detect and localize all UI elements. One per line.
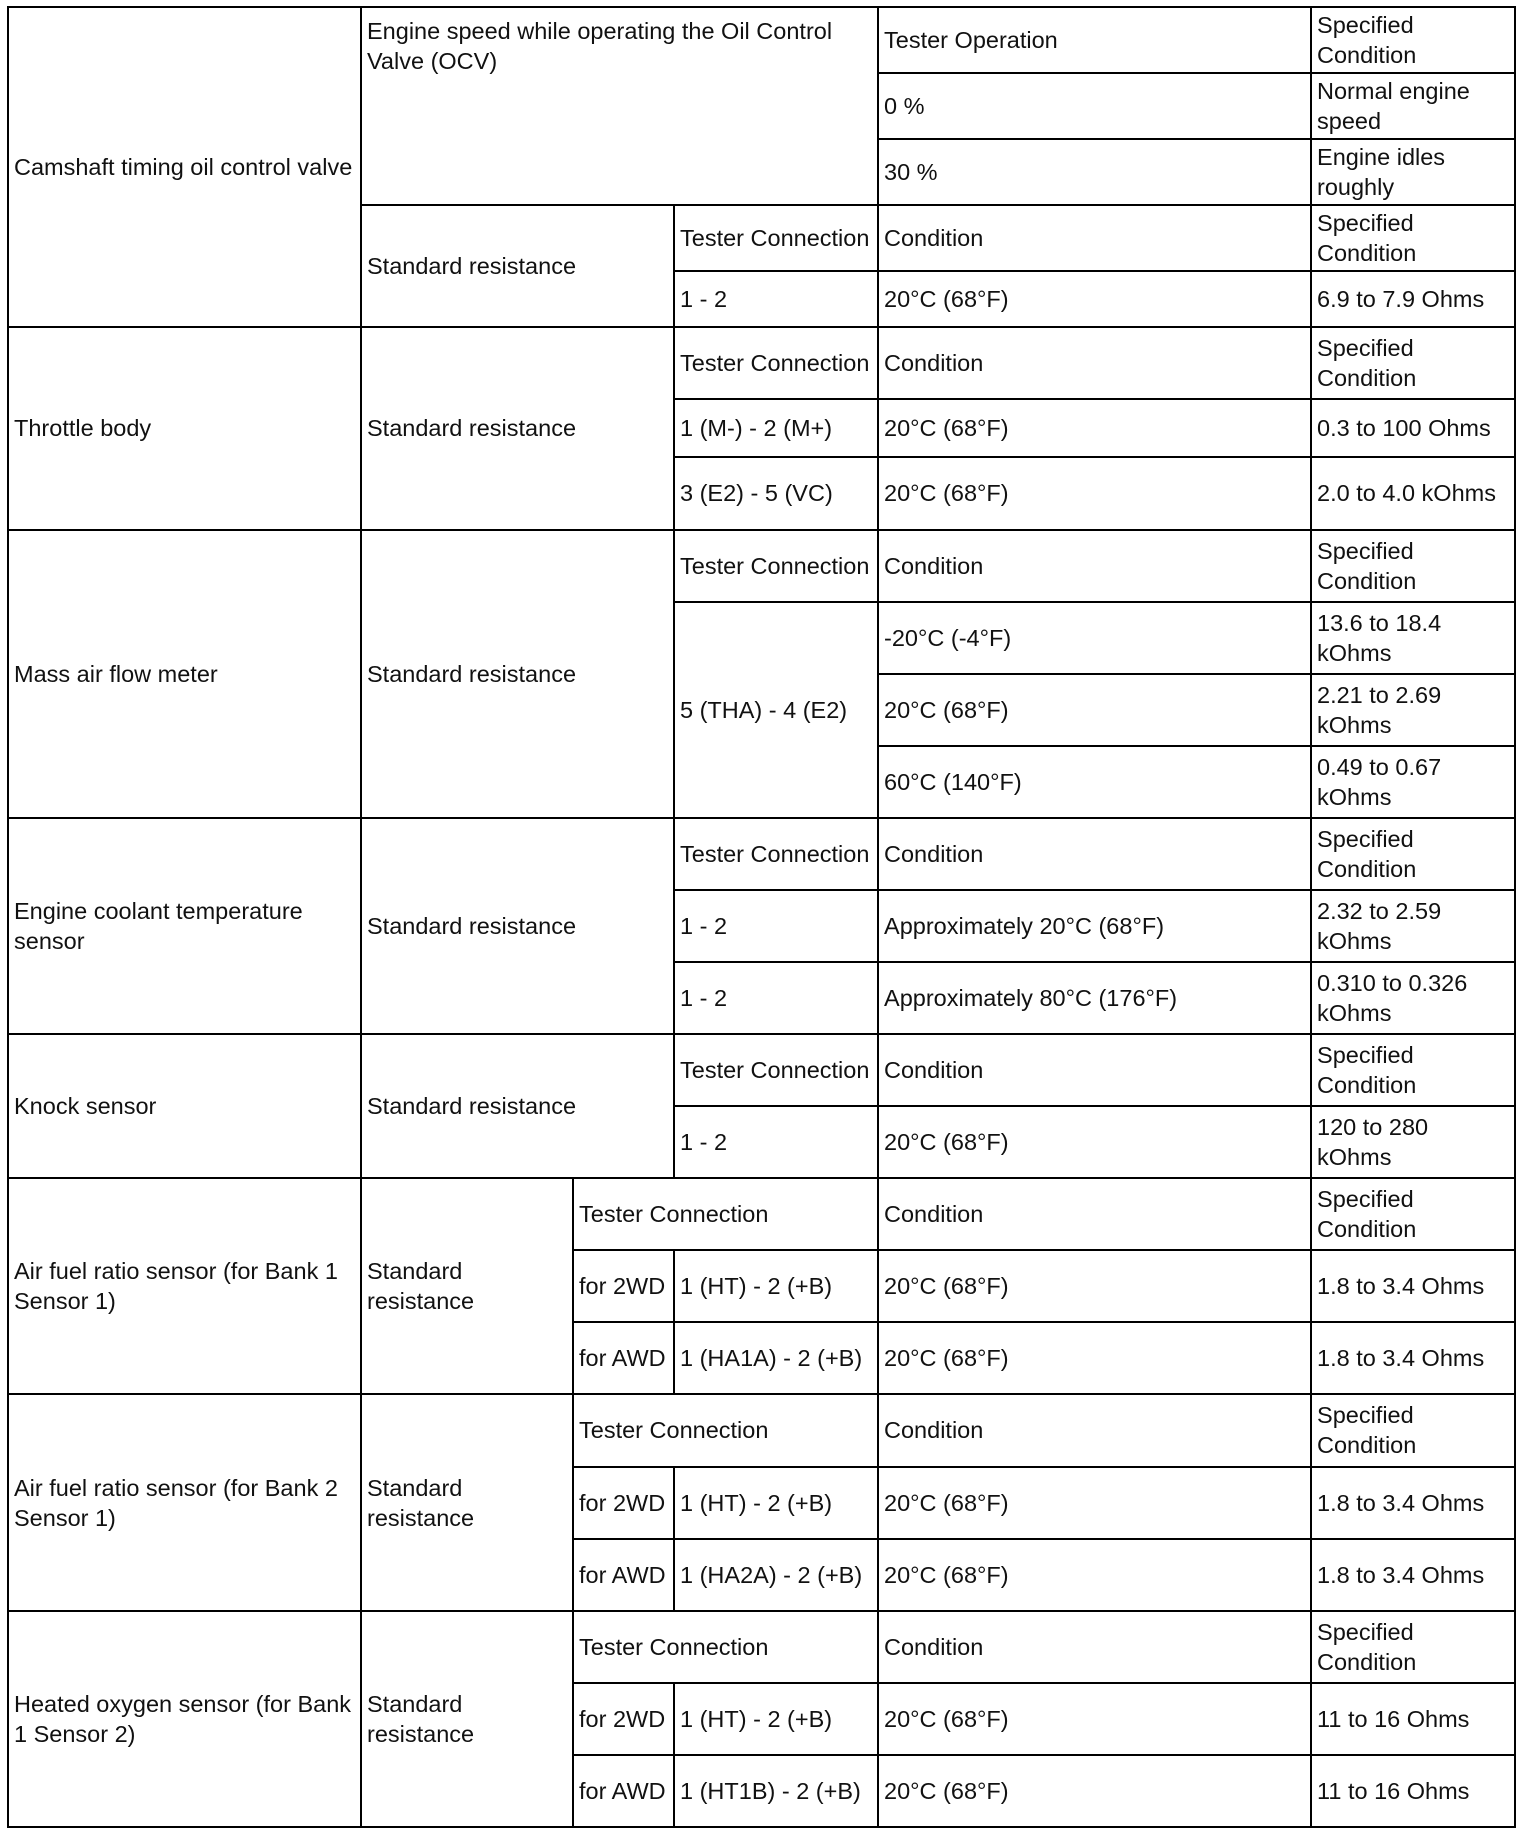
value-cell: 0.49 to 0.67 kOhms (1311, 746, 1515, 818)
value-cell: 11 to 16 Ohms (1311, 1755, 1515, 1827)
value-cell: 20°C (68°F) (878, 1467, 1311, 1539)
component-cell: Camshaft timing oil control valve (8, 7, 361, 327)
drive-cell: for AWD (573, 1539, 674, 1611)
test-type-cell: Standard resistance (361, 327, 674, 529)
header-cell: Condition (878, 327, 1311, 399)
value-cell: 20°C (68°F) (878, 1106, 1311, 1178)
value-cell: 20°C (68°F) (878, 271, 1311, 327)
header-cell: Condition (878, 1611, 1311, 1683)
table-row (8, 1178, 1515, 1250)
value-cell: 1 - 2 (674, 271, 878, 327)
drive-cell: for AWD (573, 1755, 674, 1827)
value-cell: -20°C (-4°F) (878, 602, 1311, 674)
value-cell: 1.8 to 3.4 Ohms (1311, 1250, 1515, 1322)
value-cell: 20°C (68°F) (878, 1539, 1311, 1611)
header-cell: Specified Condition (1311, 327, 1515, 399)
value-cell: 2.32 to 2.59 kOhms (1311, 890, 1515, 962)
header-cell: Specified Condition (1311, 1034, 1515, 1106)
header-cell: Tester Connection (674, 1034, 878, 1106)
value-cell: 20°C (68°F) (878, 1755, 1311, 1827)
value-cell: 20°C (68°F) (878, 674, 1311, 746)
component-cell: Air fuel ratio sensor (for Bank 1 Sensor 1) (8, 1178, 361, 1394)
value-cell: 11 to 16 Ohms (1311, 1683, 1515, 1755)
drive-cell: for 2WD (573, 1250, 674, 1322)
header-cell: Condition (878, 1034, 1311, 1106)
value-cell: 13.6 to 18.4 kOhms (1311, 602, 1515, 674)
table-row (8, 327, 1515, 399)
test-type-cell: Standard resistance (361, 818, 674, 1034)
header-cell: Condition (878, 1178, 1311, 1250)
header-cell: Condition (878, 205, 1311, 271)
component-cell: Air fuel ratio sensor (for Bank 2 Sensor 1) (8, 1394, 361, 1610)
value-cell: 1 - 2 (674, 890, 878, 962)
header-cell: Specified Condition (1311, 205, 1515, 271)
value-cell: 1.8 to 3.4 Ohms (1311, 1322, 1515, 1394)
header-cell: Specified Condition (1311, 1611, 1515, 1683)
header-cell: Specified Condition (1311, 530, 1515, 602)
table-row (8, 1394, 1515, 1466)
header-cell: Condition (878, 1394, 1311, 1466)
drive-cell: for AWD (573, 1322, 674, 1394)
value-cell: 20°C (68°F) (878, 457, 1311, 529)
drive-cell: for 2WD (573, 1467, 674, 1539)
table-row (8, 530, 1515, 602)
component-cell: Engine coolant temperature sensor (8, 818, 361, 1034)
value-cell: 1 (HT) - 2 (+B) (674, 1683, 878, 1755)
value-cell: 1 (HT1B) - 2 (+B) (674, 1755, 878, 1827)
test-type-cell: Standard resistance (361, 1178, 573, 1394)
value-cell: 0 % (878, 73, 1311, 139)
value-cell: 1 (HA2A) - 2 (+B) (674, 1539, 878, 1611)
value-cell: 1 - 2 (674, 1106, 878, 1178)
sensor-spec-table (7, 6, 1516, 1828)
value-cell: 20°C (68°F) (878, 1250, 1311, 1322)
value-cell: Engine idles roughly (1311, 139, 1515, 205)
value-cell: 20°C (68°F) (878, 399, 1311, 457)
header-cell: Tester Connection (573, 1394, 878, 1466)
value-cell: 1 (HT) - 2 (+B) (674, 1250, 878, 1322)
value-cell: 1 (HT) - 2 (+B) (674, 1467, 878, 1539)
header-cell: Specified Condition (1311, 1394, 1515, 1466)
table-row (8, 7, 1515, 73)
value-cell: 1.8 to 3.4 Ohms (1311, 1539, 1515, 1611)
table-row (8, 1611, 1515, 1683)
drive-cell: for 2WD (573, 1683, 674, 1755)
header-cell: Specified Condition (1311, 818, 1515, 890)
test-type-cell: Standard resistance (361, 1611, 573, 1827)
table-row (8, 818, 1515, 890)
value-cell: 1 - 2 (674, 962, 878, 1034)
header-cell: Tester Connection (674, 327, 878, 399)
header-cell: Tester Operation (878, 7, 1311, 73)
test-type-cell: Standard resistance (361, 530, 674, 818)
header-cell: Specified Condition (1311, 7, 1515, 73)
component-cell: Throttle body (8, 327, 361, 529)
value-cell: Approximately 80°C (176°F) (878, 962, 1311, 1034)
table-row (8, 1034, 1515, 1106)
header-cell: Tester Connection (573, 1611, 878, 1683)
value-cell: Approximately 20°C (68°F) (878, 890, 1311, 962)
header-cell: Tester Connection (674, 818, 878, 890)
header-cell: Condition (878, 530, 1311, 602)
value-cell: 30 % (878, 139, 1311, 205)
component-cell: Knock sensor (8, 1034, 361, 1178)
value-cell: 1 (M-) - 2 (M+) (674, 399, 878, 457)
value-cell: Normal engine speed (1311, 73, 1515, 139)
value-cell: 1 (HA1A) - 2 (+B) (674, 1322, 878, 1394)
value-cell: 20°C (68°F) (878, 1322, 1311, 1394)
header-cell: Specified Condition (1311, 1178, 1515, 1250)
value-cell: 5 (THA) - 4 (E2) (674, 602, 878, 818)
value-cell: 120 to 280 kOhms (1311, 1106, 1515, 1178)
header-cell: Condition (878, 818, 1311, 890)
header-cell: Tester Connection (674, 530, 878, 602)
value-cell: 0.3 to 100 Ohms (1311, 399, 1515, 457)
value-cell: 60°C (140°F) (878, 746, 1311, 818)
value-cell: 20°C (68°F) (878, 1683, 1311, 1755)
value-cell: 3 (E2) - 5 (VC) (674, 457, 878, 529)
value-cell: 0.310 to 0.326 kOhms (1311, 962, 1515, 1034)
test-type-cell: Standard resistance (361, 1394, 573, 1610)
value-cell: 2.0 to 4.0 kOhms (1311, 457, 1515, 529)
header-cell: Tester Connection (674, 205, 878, 271)
test-type-cell: Standard resistance (361, 205, 674, 327)
test-type-cell: Standard resistance (361, 1034, 674, 1178)
value-cell: 1.8 to 3.4 Ohms (1311, 1467, 1515, 1539)
value-cell: 2.21 to 2.69 kOhms (1311, 674, 1515, 746)
value-cell: 6.9 to 7.9 Ohms (1311, 271, 1515, 327)
test-description-cell: Engine speed while operating the Oil Control Valve (OCV) (361, 7, 878, 205)
component-cell: Mass air flow meter (8, 530, 361, 818)
header-cell: Tester Connection (573, 1178, 878, 1250)
component-cell: Heated oxygen sensor (for Bank 1 Sensor 2) (8, 1611, 361, 1827)
